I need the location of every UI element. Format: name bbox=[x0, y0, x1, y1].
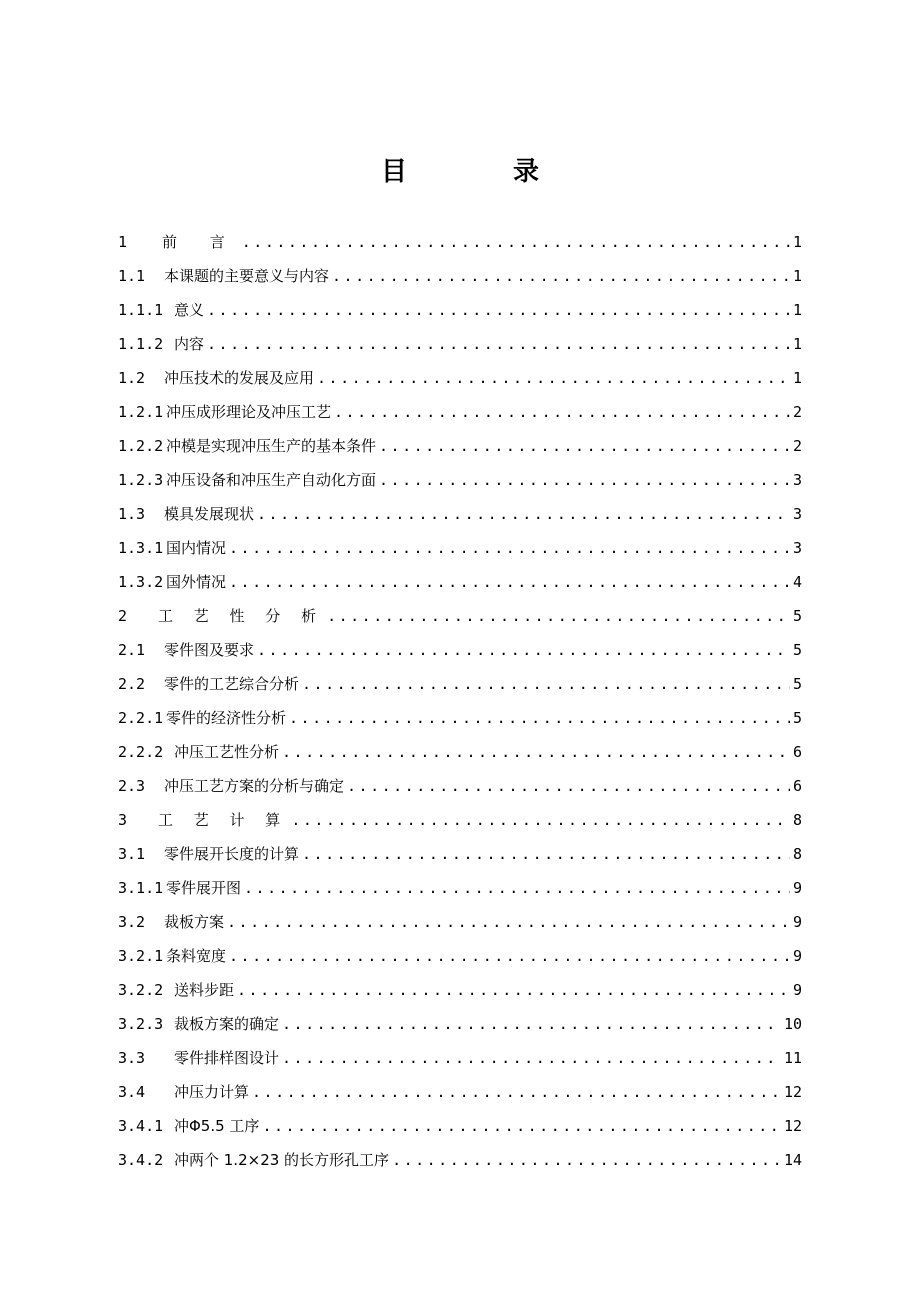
toc-entry[interactable] bbox=[118, 565, 802, 599]
toc-entry-number: 1.3.2 bbox=[118, 573, 164, 591]
toc-entry[interactable] bbox=[118, 361, 802, 395]
toc-entry-title: 工 艺 计 算 bbox=[158, 811, 289, 829]
toc-dot-leader bbox=[237, 973, 790, 1007]
toc-entry[interactable] bbox=[118, 973, 802, 1007]
toc-entry[interactable] bbox=[118, 395, 802, 429]
toc-dot-leader bbox=[302, 667, 790, 701]
toc-dot-leader bbox=[289, 701, 790, 735]
toc-entry-title: 国内情况 bbox=[166, 539, 227, 557]
toc-entry-title: 零件的经济性分析 bbox=[166, 709, 287, 727]
toc-entry-number: 3.3 bbox=[118, 1049, 146, 1067]
toc-entry[interactable] bbox=[118, 225, 802, 259]
toc-entry[interactable] bbox=[118, 769, 802, 803]
toc-dot-leader bbox=[257, 497, 790, 531]
toc-entry[interactable] bbox=[118, 1075, 802, 1109]
toc-entry[interactable] bbox=[118, 293, 802, 327]
toc-entry-number: 2.2.2 bbox=[118, 743, 164, 761]
toc-dot-leader bbox=[229, 565, 790, 599]
toc-entry[interactable] bbox=[118, 633, 802, 667]
toc-entry-title: 国外情况 bbox=[166, 573, 227, 591]
toc-entry-page: 6 bbox=[792, 777, 802, 795]
toc-entry[interactable] bbox=[118, 1143, 802, 1177]
toc-entry[interactable] bbox=[118, 1007, 802, 1041]
toc-entry-number: 2.3 bbox=[118, 777, 146, 795]
toc-entry-title: 前 言 bbox=[162, 233, 239, 251]
toc-entry-page: 3 bbox=[792, 539, 802, 557]
toc-entry-number: 1.1 bbox=[118, 267, 146, 285]
toc-entry-page: 5 bbox=[792, 641, 802, 659]
toc-entry-page: 3 bbox=[792, 471, 802, 489]
toc-entry-number: 3.4.2 bbox=[118, 1151, 164, 1169]
toc-entry-page: 1 bbox=[792, 301, 802, 319]
toc-dot-leader bbox=[229, 939, 790, 973]
toc-entry-number: 1.2.2 bbox=[118, 437, 164, 455]
toc-dot-leader bbox=[291, 803, 790, 837]
toc-entry-number: 1.3 bbox=[118, 505, 146, 523]
toc-entry-title: 工 艺 性 分 析 bbox=[158, 607, 325, 625]
toc-entry-title: 冲模是实现冲压生产的基本条件 bbox=[166, 437, 377, 455]
toc-dot-leader bbox=[229, 531, 790, 565]
toc-entry-page: 2 bbox=[792, 403, 802, 421]
toc-entry-title: 本课题的主要意义与内容 bbox=[164, 267, 330, 285]
toc-entry-number: 3.4 bbox=[118, 1083, 146, 1101]
toc-entry-title: 冲Φ5.5 工序 bbox=[174, 1117, 260, 1135]
toc-entry-number: 1.3.1 bbox=[118, 539, 164, 557]
toc-dot-leader bbox=[244, 871, 790, 905]
toc-entry-page: 5 bbox=[792, 709, 802, 727]
toc-entry-title: 冲压工艺性分析 bbox=[174, 743, 280, 761]
toc-entry-number: 1.2 bbox=[118, 369, 146, 387]
toc-entry[interactable] bbox=[118, 735, 802, 769]
toc-dot-leader bbox=[207, 327, 790, 361]
toc-entry-number: 2 bbox=[118, 607, 128, 625]
toc-entry-number: 1.2.3 bbox=[118, 471, 164, 489]
toc-dot-leader bbox=[242, 225, 790, 259]
toc-entry-title: 条料宽度 bbox=[166, 947, 227, 965]
toc-dot-leader bbox=[379, 429, 790, 463]
toc-entry[interactable] bbox=[118, 701, 802, 735]
toc-entry-page: 8 bbox=[792, 811, 802, 829]
toc-entry-title: 零件展开图 bbox=[166, 879, 242, 897]
toc-entry-page: 9 bbox=[792, 981, 802, 999]
toc-entry[interactable] bbox=[118, 939, 802, 973]
toc-entry-title: 零件展开长度的计算 bbox=[164, 845, 300, 863]
toc-entry-page: 10 bbox=[783, 1015, 802, 1033]
toc-entry-page: 9 bbox=[792, 879, 802, 897]
toc-dot-leader bbox=[282, 1041, 781, 1075]
toc-entry[interactable] bbox=[118, 837, 802, 871]
toc-entry[interactable] bbox=[118, 1109, 802, 1143]
toc-entry-title: 零件图及要求 bbox=[164, 641, 255, 659]
toc-entry-title: 裁板方案 bbox=[164, 913, 225, 931]
toc-entry-title: 意义 bbox=[174, 301, 205, 319]
toc-entry-number: 3.1.1 bbox=[118, 879, 164, 897]
toc-entry-page: 1 bbox=[792, 267, 802, 285]
toc-entry-page: 1 bbox=[792, 233, 802, 251]
toc-entry-page: 1 bbox=[792, 369, 802, 387]
toc-entry-title: 零件排样图设计 bbox=[174, 1049, 280, 1067]
toc-dot-leader bbox=[332, 259, 790, 293]
toc-entry-page: 1 bbox=[792, 335, 802, 353]
toc-entry-title: 冲压成形理论及冲压工艺 bbox=[166, 403, 332, 421]
toc-entry-page: 11 bbox=[783, 1049, 802, 1067]
table-of-contents bbox=[118, 225, 802, 1177]
toc-entry[interactable] bbox=[118, 259, 802, 293]
toc-entry-number: 3.2 bbox=[118, 913, 146, 931]
toc-dot-leader bbox=[347, 769, 790, 803]
toc-dot-leader bbox=[327, 599, 790, 633]
toc-entry[interactable] bbox=[118, 905, 802, 939]
toc-entry-title: 零件的工艺综合分析 bbox=[164, 675, 300, 693]
toc-entry-title: 裁板方案的确定 bbox=[174, 1015, 280, 1033]
toc-entry[interactable] bbox=[118, 327, 802, 361]
toc-entry-page: 2 bbox=[792, 437, 802, 455]
toc-entry-number: 2.1 bbox=[118, 641, 146, 659]
toc-entry-page: 6 bbox=[792, 743, 802, 761]
toc-entry-number: 1.2.1 bbox=[118, 403, 164, 421]
toc-entry-page: 12 bbox=[783, 1083, 802, 1101]
toc-entry-number: 1 bbox=[118, 233, 128, 251]
toc-entry[interactable] bbox=[118, 871, 802, 905]
toc-entry[interactable] bbox=[118, 599, 802, 633]
toc-entry[interactable] bbox=[118, 497, 802, 531]
toc-dot-leader bbox=[262, 1109, 781, 1143]
toc-dot-leader bbox=[252, 1075, 781, 1109]
toc-entry-title: 冲两个 1.2×23 的长方形孔工序 bbox=[174, 1151, 390, 1169]
toc-entry-title: 模具发展现状 bbox=[164, 505, 255, 523]
toc-entry-title: 冲压力计算 bbox=[174, 1083, 250, 1101]
toc-entry-title: 内容 bbox=[174, 335, 205, 353]
toc-entry-number: 2.2 bbox=[118, 675, 146, 693]
toc-entry-number: 3.2.2 bbox=[118, 981, 164, 999]
toc-entry-number: 3.1 bbox=[118, 845, 146, 863]
toc-entry[interactable] bbox=[118, 667, 802, 701]
toc-entry-number: 1.1.1 bbox=[118, 301, 164, 319]
toc-entry-page: 5 bbox=[792, 675, 802, 693]
toc-entry-page: 8 bbox=[792, 845, 802, 863]
toc-entry[interactable] bbox=[118, 803, 802, 837]
toc-entry-page: 4 bbox=[792, 573, 802, 591]
toc-entry[interactable] bbox=[118, 429, 802, 463]
toc-dot-leader bbox=[392, 1143, 781, 1177]
toc-entry-number: 2.2.1 bbox=[118, 709, 164, 727]
toc-entry-page: 5 bbox=[792, 607, 802, 625]
toc-entry-page: 12 bbox=[783, 1117, 802, 1135]
toc-entry[interactable] bbox=[118, 1041, 802, 1075]
toc-dot-leader bbox=[282, 735, 790, 769]
toc-dot-leader bbox=[302, 837, 790, 871]
page-title: 目 录 bbox=[380, 157, 579, 187]
toc-entry[interactable] bbox=[118, 531, 802, 565]
toc-entry-title: 送料步距 bbox=[174, 981, 235, 999]
toc-dot-leader bbox=[334, 395, 790, 429]
toc-entry-number: 3 bbox=[118, 811, 128, 829]
toc-dot-leader bbox=[227, 905, 790, 939]
toc-entry-title: 冲压设备和冲压生产自动化方面 bbox=[166, 471, 377, 489]
toc-entry-number: 3.2.3 bbox=[118, 1015, 164, 1033]
toc-entry-number: 1.1.2 bbox=[118, 335, 164, 353]
toc-dot-leader bbox=[257, 633, 790, 667]
toc-entry-number: 3.2.1 bbox=[118, 947, 164, 965]
toc-entry-page: 14 bbox=[783, 1151, 802, 1169]
toc-entry[interactable] bbox=[118, 463, 802, 497]
toc-dot-leader bbox=[379, 463, 790, 497]
toc-dot-leader bbox=[207, 293, 790, 327]
toc-entry-number: 3.4.1 bbox=[118, 1117, 164, 1135]
toc-entry-page: 9 bbox=[792, 913, 802, 931]
toc-entry-page: 9 bbox=[792, 947, 802, 965]
toc-entry-title: 冲压技术的发展及应用 bbox=[164, 369, 315, 387]
toc-entry-page: 3 bbox=[792, 505, 802, 523]
toc-dot-leader bbox=[317, 361, 790, 395]
toc-entry-title: 冲压工艺方案的分析与确定 bbox=[164, 777, 345, 795]
toc-dot-leader bbox=[282, 1007, 781, 1041]
